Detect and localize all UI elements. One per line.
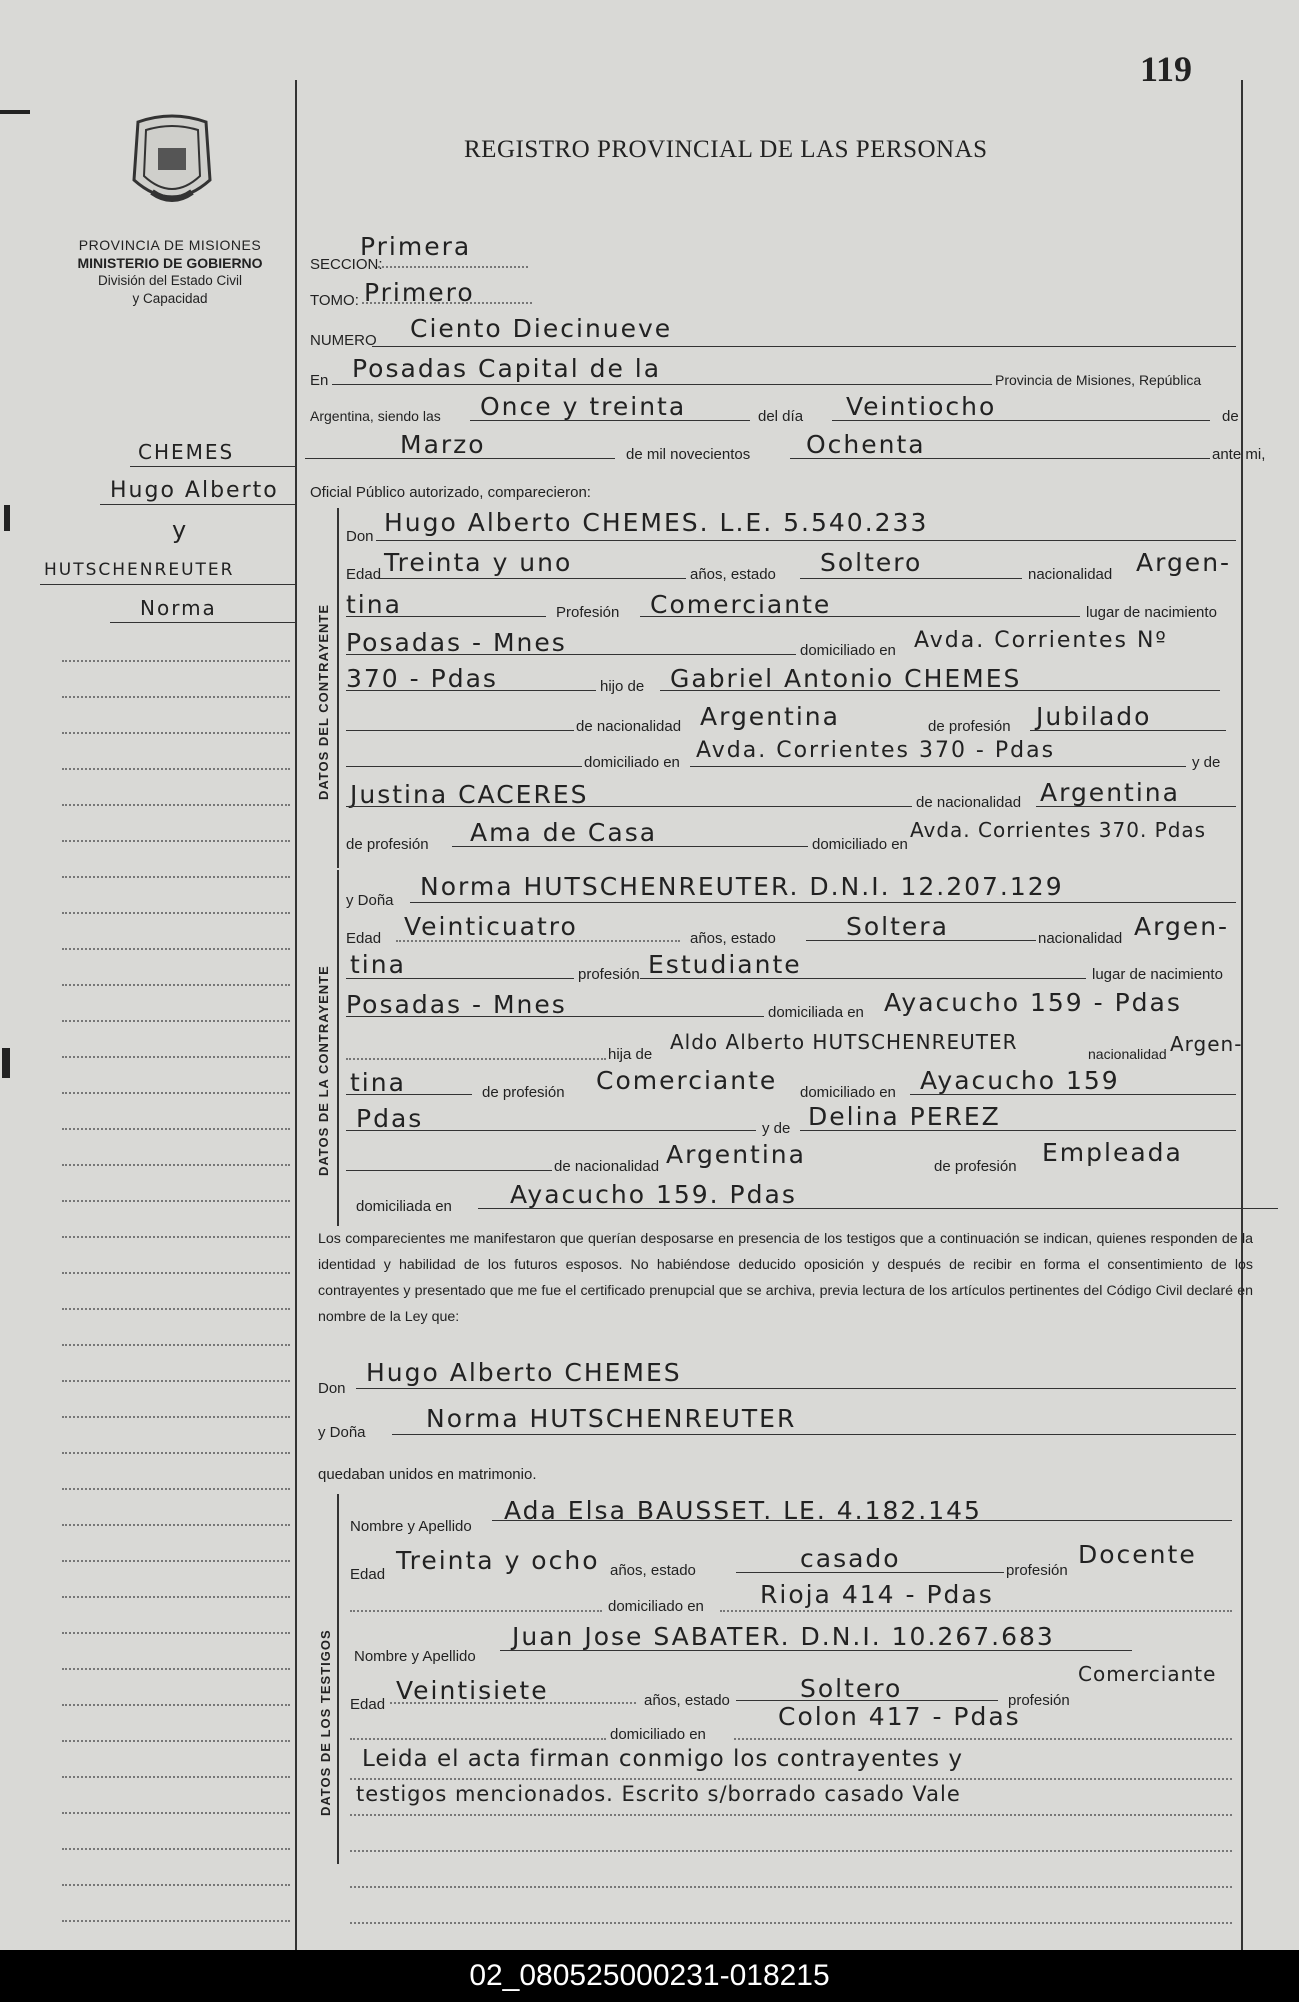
contrayente2-estado: Soltera [846,912,949,941]
contrayente1-rule [337,508,339,868]
nacionalidad-label: nacionalidad [1088,1046,1167,1062]
margin-dotted-line [62,1452,290,1454]
contrayente1-madre-profesion: Ama de Casa [470,818,658,847]
contrayente1-madre-domicilio: Avda. Corrientes 370. Pdas [910,818,1207,842]
dia-value: Veintiocho [846,392,997,421]
margin-dotted-line [62,1560,290,1562]
profesion-label: profesión [1008,1692,1070,1709]
margin-dotted-line [62,1740,290,1742]
de-profesion-label: de profesión [934,1158,1017,1175]
anio-value: Ochenta [806,430,926,459]
contrayente2-padre-domicilio-cont: Pdas [356,1104,424,1133]
argentina-text: Argentina, siendo las [310,408,441,424]
edad-label: Edad [350,1696,386,1713]
margin-dotted-line [62,1344,290,1346]
contrayente1-padre: Gabriel Antonio CHEMES [670,664,1022,693]
contrayente1-nacionalidad-cont: tina [346,590,402,619]
margin-dotted-line [62,1308,290,1310]
domiciliado-en-label: domiciliado en [800,1084,896,1101]
contrayente2-madre-profesion: Empleada [1042,1138,1183,1167]
contrayente2-madre-domicilio: Ayacucho 159. Pdas [510,1180,797,1209]
contrayente2-side-label: DATOS DE LA CONTRAYENTE [316,965,331,1176]
contrayente2-padre-profesion: Comerciante [596,1066,778,1095]
domicilio-label: domiciliada en [768,1004,864,1021]
profesion-label: profesión [1006,1562,1068,1579]
margin-rule [295,80,297,1950]
contrayente1-estado: Soltero [820,548,923,577]
testigo2-edad: Veintisiete [396,1676,549,1705]
domiciliado-en-label: domiciliado en [608,1598,704,1615]
margin-dotted-line [62,984,290,986]
contrayente1-nacionalidad: Argen- [1136,548,1232,577]
contrayente2-padre-domicilio: Ayacucho 159 [920,1066,1120,1095]
testigos-side-label: DATOS DE LOS TESTIGOS [318,1629,333,1816]
anos-estado-label: años, estado [644,1692,730,1709]
seal [118,110,226,218]
testigo2-name: Juan Jose SABATER. D.N.I. 10.267.683 [512,1622,1055,1651]
domicilio-label: domiciliado en [800,642,896,659]
numero-label: NUMERO [310,332,377,349]
declaration-closing: quedaban unidos en matrimonio. [318,1466,537,1483]
contrayente1-padre-nacionalidad: Argentina [700,702,840,731]
hijo-de-label: hijo de [600,678,645,695]
testigo1-estado: casado [800,1544,901,1573]
margin-dotted-line [62,1488,290,1490]
contrayente2-padre-nacionalidad: Argen- [1170,1032,1243,1056]
margin-dotted-line [62,1812,290,1814]
contrayente2-nacionalidad: Argen- [1134,912,1230,941]
de-nacionalidad-label: de nacionalidad [576,718,682,735]
nombre-apellido-label: Nombre y Apellido [350,1518,472,1535]
contrayente2-edad: Veinticuatro [404,912,578,941]
contrayente2-domicilio: Ayacucho 159 - Pdas [884,988,1182,1017]
testigos-note-line2: testigos mencionados. Escrito s/borrado casado Vale [356,1782,961,1806]
declaration-don-label: Don [318,1380,346,1397]
de-profesion-label: de profesión [928,718,1011,735]
margin-dotted-line [62,696,290,698]
margin-dotted-line [62,1164,290,1166]
footer-id: 02_080525000231-018215 [0,1950,1299,2002]
dona-label: y Doña [346,892,394,909]
mil-novecientos-label: de mil novecientos [626,446,751,463]
contrayente1-domicilio: Avda. Corrientes Nº [914,628,1168,653]
institution-line2: MINISTERIO DE GOBIERNO [77,255,263,271]
binding-mark [2,1048,10,1078]
provincia-text: Provincia de Misiones, República [995,372,1202,388]
page-title: REGISTRO PROVINCIAL DE LAS PERSONAS [464,136,988,163]
testigo2-profesion: Comerciante [1078,1662,1217,1686]
margin-dotted-line [62,804,290,806]
margin-dotted-line [62,1524,290,1526]
testigo2-domicilio: Colon 417 - Pdas [778,1702,1021,1731]
testigo1-domicilio: Rioja 414 - Pdas [760,1580,994,1609]
contrayente1-madre-nacionalidad: Argentina [1040,778,1180,807]
domiciliada-en-label: domiciliada en [356,1198,452,1215]
contrayente2-madre-nacionalidad: Argentina [666,1140,806,1169]
y-de-label: y de [762,1120,791,1137]
margin-name: HUTSCHENREUTER [44,560,235,580]
testigos-note-line1: Leida el acta firman conmigo los contrayentes y [362,1746,963,1772]
domiciliado-en-label: domiciliado en [584,754,680,771]
anos-estado-label: años, estado [690,930,776,947]
contrayente2-nacionalidad-cont: tina [350,950,406,979]
contrayente1-edad: Treinta y uno [384,548,573,577]
margin-dotted-line [62,1272,290,1274]
contrayente2-padre: Aldo Alberto HUTSCHENREUTER [670,1030,1018,1054]
margin-dotted-line [62,1632,290,1634]
contrayente2-rule [337,870,339,1226]
testigos-rule [337,1494,339,1864]
right-rule [1241,80,1243,1950]
margin-dotted-line [62,1128,290,1130]
margin-dotted-line [62,876,290,878]
margin-name: Hugo Alberto [110,478,279,503]
declaration-don-name: Hugo Alberto CHEMES [366,1358,682,1387]
margin-dotted-line [62,948,290,950]
nacionalidad-label: nacionalidad [1038,930,1123,947]
oficial-text: Oficial Público autorizado, comparecieron: [310,484,591,501]
testigo1-edad: Treinta y ocho [396,1546,600,1575]
de-nacionalidad-label: de nacionalidad [554,1158,660,1175]
margin-dotted-line [62,660,290,662]
margin-dotted-line [62,732,290,734]
testigo2-estado: Soltero [800,1674,903,1703]
margin-name: Norma [140,596,217,620]
contrayente2-madre: Delina PEREZ [808,1102,1001,1131]
contrayente1-lugar: Posadas - Mnes [346,628,567,657]
lugar-nacimiento-label: lugar de nacimiento [1092,966,1223,983]
contrayente2-lugar: Posadas - Mnes [346,990,567,1019]
margin-dotted-line [62,1704,290,1706]
domiciliado-en-label: domiciliado en [812,836,908,853]
lugar-nacimiento-label: lugar de nacimiento [1086,604,1217,621]
domiciliado-en-label: domiciliado en [610,1726,706,1743]
en-label: En [310,372,329,389]
hija-de-label: hija de [608,1046,653,1063]
mes-value: Marzo [400,430,486,459]
margin-dotted-line [62,1668,290,1670]
contrayente1-name: Hugo Alberto CHEMES. L.E. 5.540.233 [384,508,929,537]
contrayente1-padre-profesion: Jubilado [1036,702,1152,731]
margin-dotted-line [62,1380,290,1382]
de-profesion-label: de profesión [482,1084,565,1101]
legal-paragraph: Los comparecientes me manifestaron que querían desposarse en presencia de los testigos que a continuación se indican, quienes responden de la identidad y habilidad de los futuros esposos. No habiéndose deducido oposición y después de recibir en forma el consentimiento de los contrayentes y presentado que me fue el certificado prenupcial que se archiva, previa lectura de los artículos pertinentes del Código Civil declaré en nombre de la Ley que: [318,1231,1253,1325]
margin-dotted-line [62,840,290,842]
margin-dotted-line [62,1020,290,1022]
binding-mark [0,110,30,114]
hora-value: Once y treinta [480,392,687,421]
declaration-dona-label: y Doña [318,1424,366,1441]
profesion-label: Profesión [556,604,620,621]
don-label: Don [346,528,374,545]
profesion-label: profesión [578,966,640,983]
contrayente1-madre: Justina CACERES [350,780,589,809]
edad-label: Edad [350,1566,386,1583]
page-number: 119 [1140,49,1193,89]
nacionalidad-label: nacionalidad [1028,566,1113,583]
margin-dotted-line [62,1092,290,1094]
margin-dotted-line [62,1200,290,1202]
anos-estado-label: años, estado [610,1562,696,1579]
margin-dotted-line [62,1236,290,1238]
declaration-dona-name: Norma HUTSCHENREUTER [426,1404,797,1433]
margin-dotted-line [62,1416,290,1418]
y-de-label: y de [1192,754,1221,771]
margin-dotted-line [62,1056,290,1058]
testigo1-name: Ada Elsa BAUSSET. LE. 4.182.145 [504,1496,982,1525]
de-profesion-label: de profesión [346,836,429,853]
de-nacionalidad-label: de nacionalidad [916,794,1022,811]
institution-line1: PROVINCIA DE MISIONES [78,237,262,253]
del-dia-label: del día [758,408,804,425]
tomo-value: Primero [364,278,475,307]
edad-label: Edad [346,930,382,947]
institution-line4: y Capacidad [132,291,208,306]
margin-name: y [172,516,189,544]
de-label: de [1222,408,1239,425]
tomo-label: TOMO: [310,292,359,309]
contrayente1-domicilio-cont: 370 - Pdas [346,664,498,693]
contrayente2-profesion: Estudiante [648,950,802,979]
margin-dotted-line [62,768,290,770]
seccion-label: SECCION: [310,256,383,273]
contrayente2-padre-nacionalidad-cont: tina [350,1068,406,1097]
margin-dotted-line [62,1776,290,1778]
contrayente2-name: Norma HUTSCHENREUTER. D.N.I. 12.207.129 [420,872,1064,901]
ante-label: ante mi, [1212,446,1266,463]
testigo1-profesion: Docente [1078,1540,1197,1569]
binding-mark [4,505,10,531]
contrayente1-profesion: Comerciante [650,590,832,619]
margin-dotted-line [62,912,290,914]
edad-label: Edad [346,566,382,583]
institution-line3: División del Estado Civil [97,273,243,288]
seccion-value: Primera [360,232,472,261]
margin-dotted-line [62,1596,290,1598]
contrayente1-padre-domicilio: Avda. Corrientes 370 - Pdas [696,738,1056,763]
contrayente1-side-label: DATOS DEL CONTRAYENTE [316,603,331,800]
margin-dotted-line [62,1920,290,1922]
margin-dotted-line [62,1848,290,1850]
anos-estado-label: años, estado [690,566,776,583]
margin-name: CHEMES [138,440,235,464]
nombre-apellido-label: Nombre y Apellido [354,1648,476,1665]
lugar-acta: Posadas Capital de la [352,354,662,383]
numero-value: Ciento Diecinueve [410,314,673,343]
margin-dotted-line [62,1884,290,1886]
